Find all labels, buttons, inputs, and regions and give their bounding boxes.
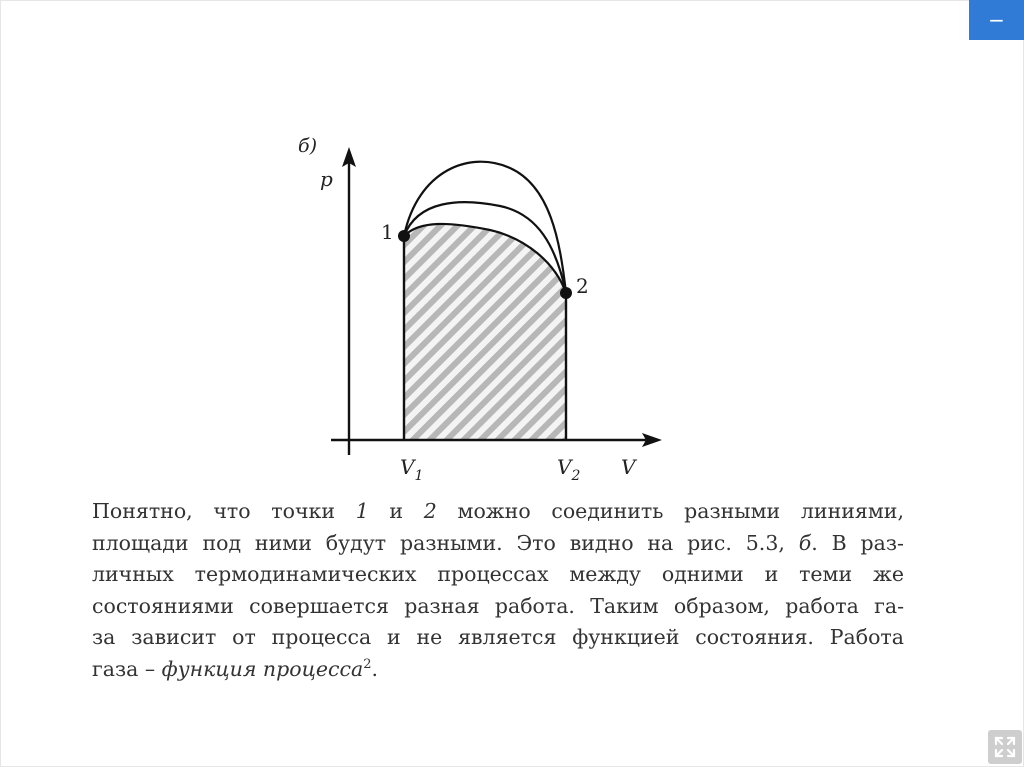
v2-subscript: 2 <box>571 468 581 484</box>
v2-label <box>557 455 580 484</box>
text-line-2: площади под ними будут разными. Это видно на рис. 5.3, б. В раз- <box>92 530 904 555</box>
text-line-3: личных термодинамических процессах между одними и теми же <box>92 562 904 586</box>
collapse-button[interactable]: − <box>969 0 1024 40</box>
fullscreen-button[interactable] <box>988 730 1022 764</box>
body-paragraph <box>92 496 904 685</box>
v1-symbol: V <box>400 455 415 479</box>
text-line-1: Понятно, что точки 1 и 2 можно соединить разными линиями, <box>92 499 904 523</box>
x-axis-label: V <box>621 455 636 479</box>
text-line-4: состояниями совершается разная работа. Таким образом, работа га- <box>92 593 904 618</box>
point-1-label: 1 <box>381 220 394 244</box>
state-point-1 <box>398 230 410 242</box>
y-axis-label: p <box>320 167 333 191</box>
state-point-2 <box>560 287 572 299</box>
figure-label: б) <box>298 135 318 157</box>
v1-label <box>400 455 423 484</box>
text-line-6: газа – функция процесса$^2$. <box>92 656 379 681</box>
v2-symbol: V <box>557 455 572 479</box>
text-line-5: за зависит от процесса и не является функцией состояния. Работа <box>92 625 904 649</box>
v1-subscript: 1 <box>414 468 424 484</box>
fullscreen-icon <box>994 736 1016 758</box>
point-2-label: 2 <box>576 274 589 298</box>
